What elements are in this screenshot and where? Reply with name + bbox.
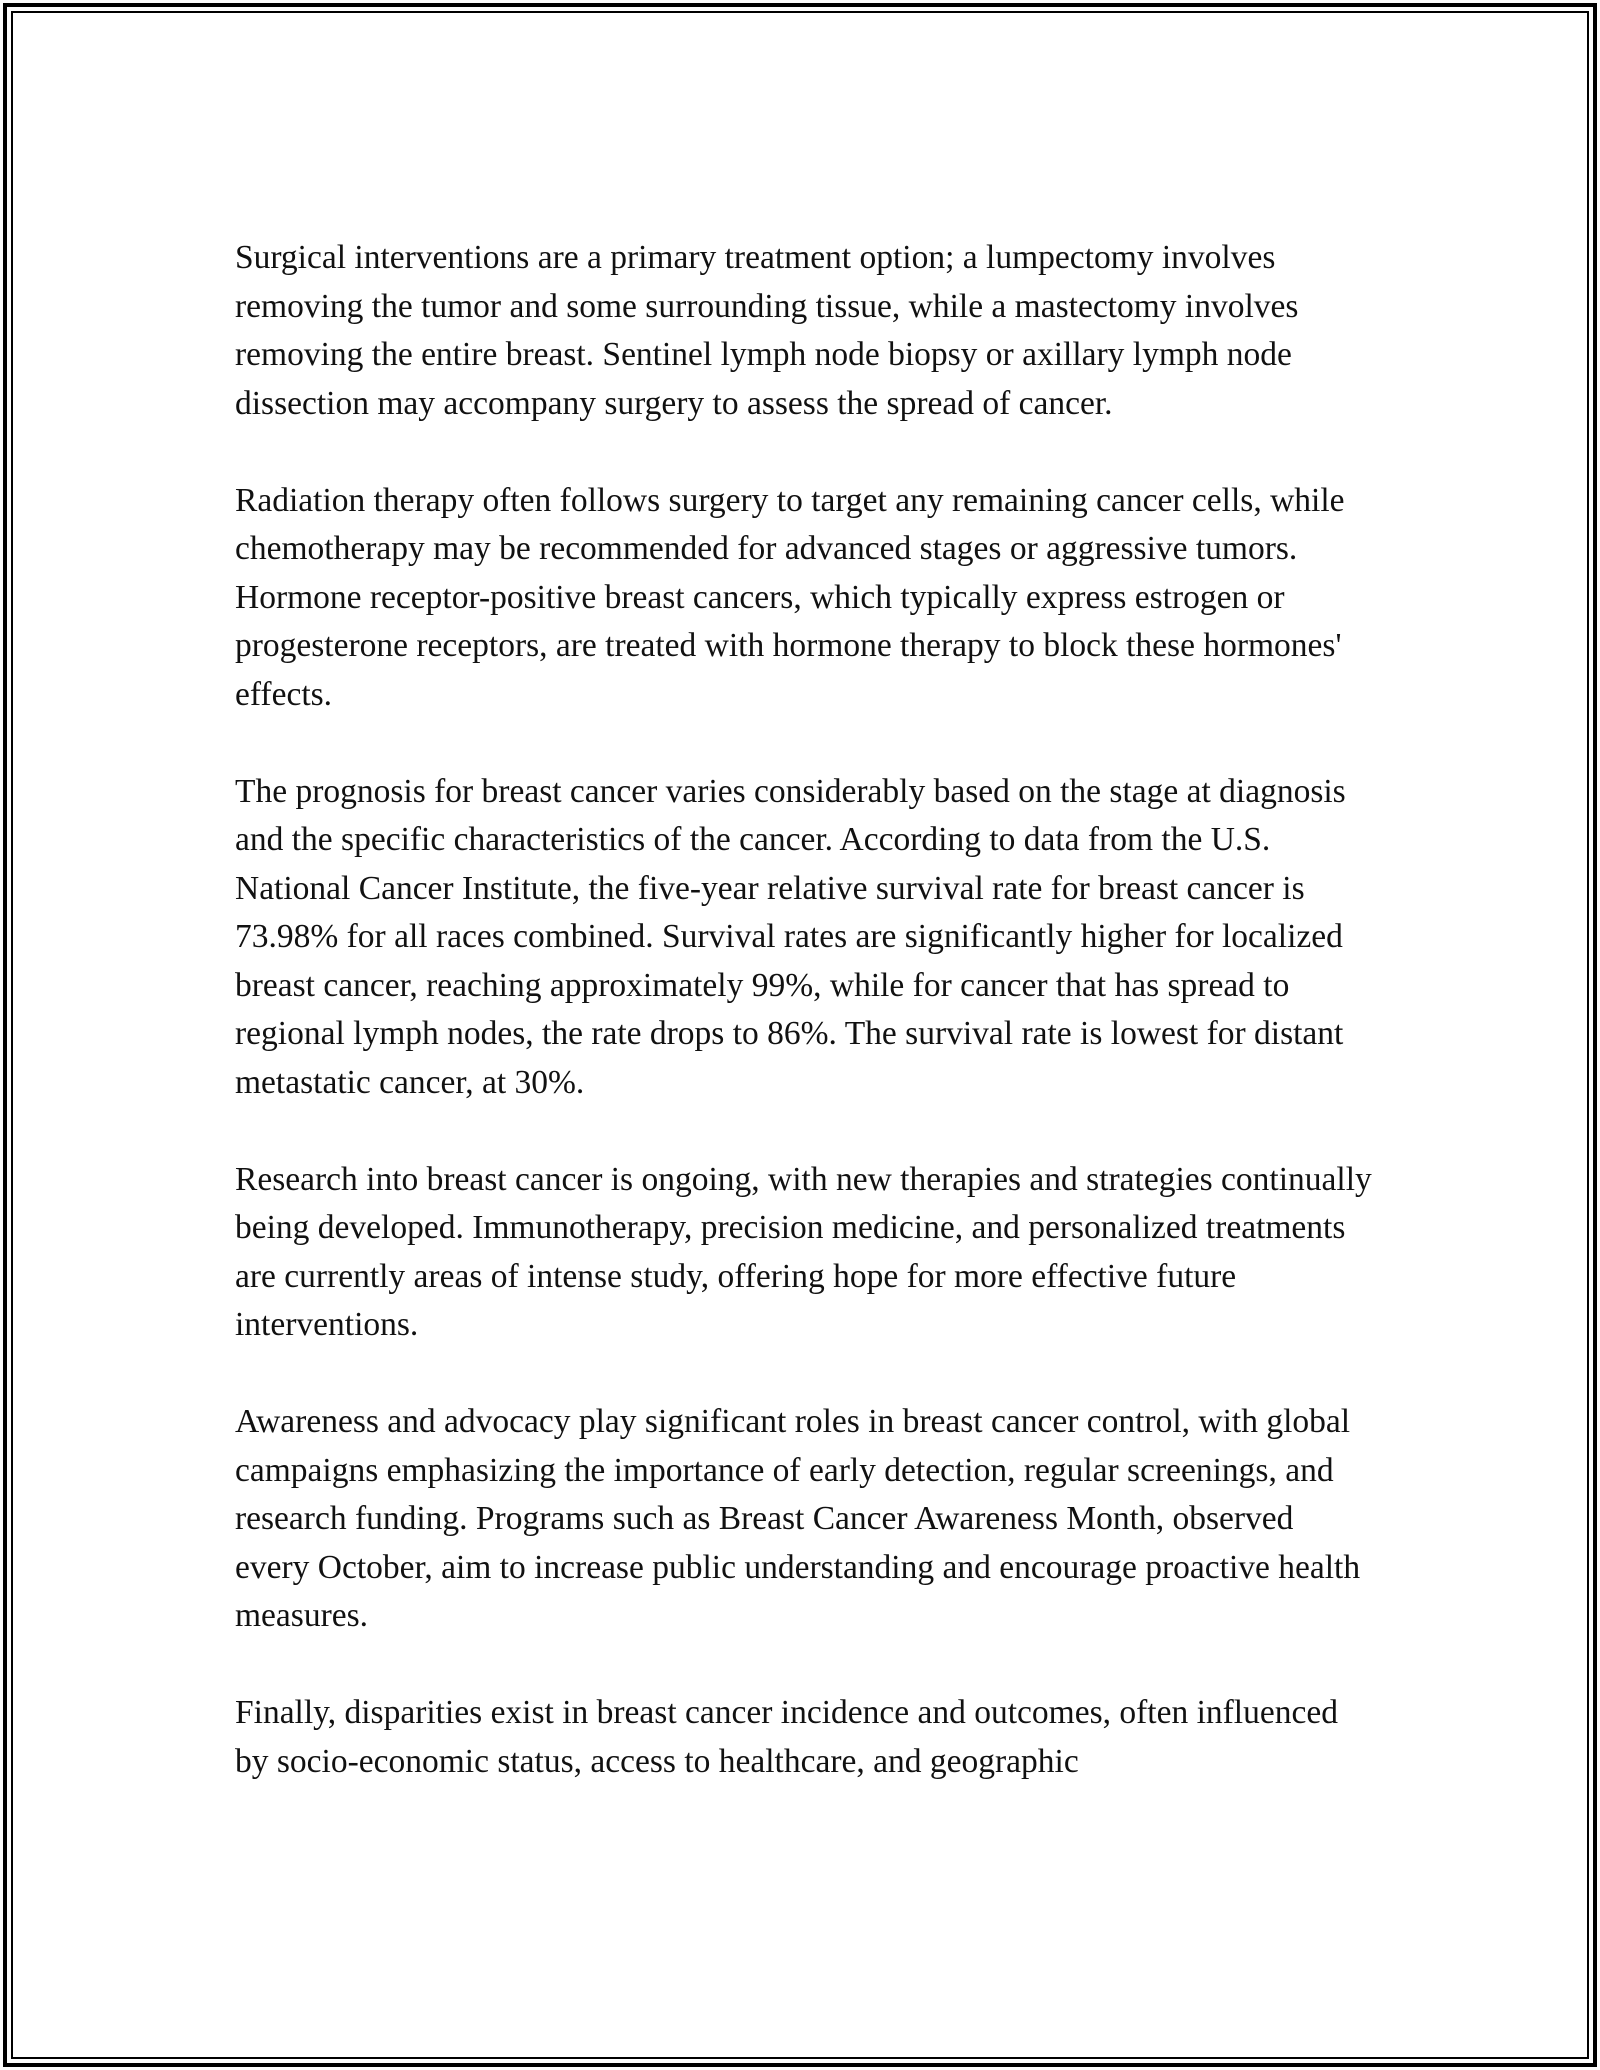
paragraph-research: Research into breast cancer is ongoing, with new therapies and strategies continually being developed. Immunotherapy, precision medicine, and personalized treatments are currently areas of intense study, offering hope for more effective future interventions. xyxy=(235,1160,1372,1343)
paragraph-prognosis: The prognosis for breast cancer varies considerably based on the stage at diagnosis and the specific characteristics of the cancer. According to data from the U.S. National Cancer Institute, the five-year relative survival rate for breast cancer is 73.98% for all races combined. Survival rates are significantly higher for localized breast cancer, reaching approximately 99%, while for cancer that has spread to regional lymph nodes, the rate drops to 86%. The survival rate is lowest for distant metastatic cancer, at 30%. xyxy=(235,772,1346,1101)
paragraph-awareness: Awareness and advocacy play significant roles in breast cancer control, with global campaigns emphasizing the importance of early detection, regular screenings, and research funding. Programs such as Breast Cancer Awareness Month, observed every October, aim to increase public understanding and encourage proactive health measures. xyxy=(235,1403,1361,1634)
document-body xyxy=(235,234,1375,1835)
paragraph-disparities: Finally, disparities exist in breast cancer incidence and outcomes, often influenced by socio-economic status, access to healthcare, and geographic xyxy=(235,1694,1338,1780)
paragraph-radiation-therapy: Radiation therapy often follows surgery to target any remaining cancer cells, while chemotherapy may be recommended for advanced stages or aggressive tumors. Hormone receptor-positive breast cancers, which typically express estrogen or progesterone receptors, are treated with hormone therapy to block these hormones' effects. xyxy=(235,481,1345,713)
paragraph-surgical-interventions: Surgical interventions are a primary treatment option; a lumpectomy involves removing the tumor and some surrounding tissue, while a mastectomy involves removing the entire breast. Sentinel lymph node biopsy or axillary lymph node dissection may accompany surgery to assess the spread of cancer. xyxy=(235,239,1299,422)
